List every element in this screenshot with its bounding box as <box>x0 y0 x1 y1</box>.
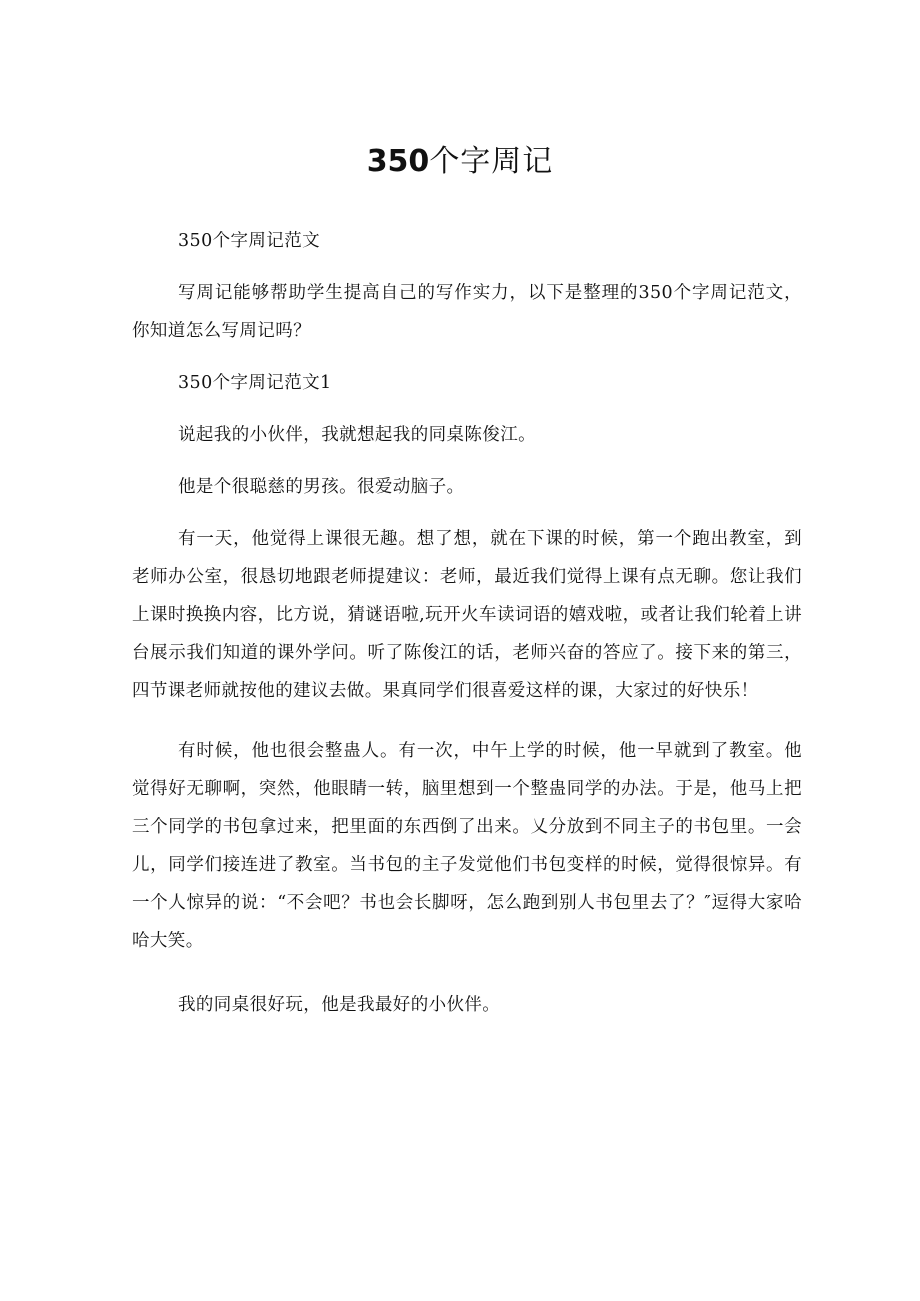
paragraph-closing: 我的同桌很好玩，他是我最好的小伙伴。 <box>178 995 501 1015</box>
paragraph-text: 有一天，他觉得上课很无趣。想了想，就在下课的时候，第一个跑出教室，到老师办公室，很恳切地跟老师提建议：老师，最近我们觉得上课有点无聊。您让我们上课时换换内容，比方说，猜谜语啦,玩开火车读词语的嬉戏啦，或者让我们轮着上讲台展示我们知道的课外学问。听了陈俊江的话，老师兴奋的答应了。接下来的第三，四节课老师就按他的建议去做。果真同学们很喜爱这样的课，大家过的好快乐！ <box>132 529 802 701</box>
paragraph-text: 他是个很聪慈的男孩。很爱动脑子。 <box>178 477 465 497</box>
paragraph-heading-1: 350个字周记范文1 <box>178 373 332 393</box>
title-number: 350 <box>366 144 430 179</box>
title-text: 个字周记 <box>429 144 554 179</box>
document-title <box>0 140 920 184</box>
paragraph-text: 说起我的小伙伴，我就想起我的同桌陈俊江。 <box>178 425 536 445</box>
paragraph-intro: 写周记能够帮助学生提高自己的写作实力，以下是整理的350个字周记范文，你知道怎么写周记吗？ <box>132 283 802 341</box>
paragraph-text: 有时候，他也很会整蛊人。有一次，中午上学的时候，他一早就到了教室。他觉得好无聊啊，突然，他眼睛一转，脑里想到一个整蛊同学的办法。于是，他马上把三个同学的书包拿过来，把里面的东西倒了出来。乂分放到不同主子的书包里。一会儿，同学们接连进了教室。当书包的主子发觉他们书包变样的时候，觉得很惊异。有一个人惊异的说：“不会吧？书也会长脚呀，怎么跑到别人书包里去了？″逗得大家哈哈大笑。 <box>132 741 802 951</box>
paragraph-subtitle: 350个字周记范文 <box>178 231 321 251</box>
document-body <box>132 222 802 1024</box>
